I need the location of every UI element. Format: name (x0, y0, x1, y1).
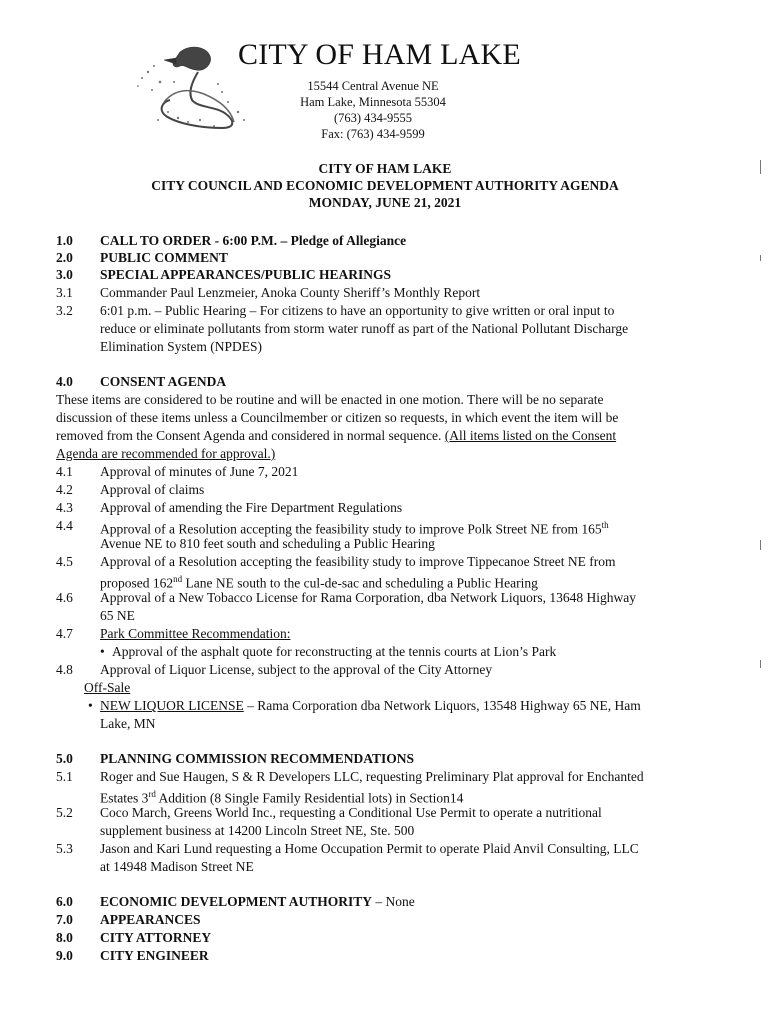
item-number: 1.0 (56, 233, 73, 248)
item-enchanted-estates: Estates 3rd Addition (8 Single Family Residential lots) in Section14 (100, 789, 464, 806)
city-title: CITY OF HAM LAKE (238, 38, 521, 71)
consent-paragraph-line: Agenda are recommended for approval.) (56, 446, 276, 461)
item-public-hearing-line: reduce or eliminate pollutants from storm water runoff as part of the National Pollutant Discharge (100, 321, 629, 336)
item-number: 4.3 (56, 500, 73, 515)
item-special-appearances: SPECIAL APPEARANCES/PUBLIC HEARINGS (100, 267, 392, 282)
item-public-hearing-line: 6:01 p.m. – Public Hearing – For citizens to have an opportunity to give written or oral input to (100, 303, 615, 318)
heading-agenda: CITY COUNCIL AND ECONOMIC DEVELOPMENT AUTHORITY AGENDA (151, 178, 619, 193)
item-number: 5.1 (56, 769, 73, 784)
item-number: 4.2 (56, 482, 73, 497)
item-liquor-license: Approval of Liquor License, subject to the approval of the City Attorney (100, 662, 493, 677)
item-number: 4.6 (56, 590, 73, 605)
item-number: 4.5 (56, 554, 73, 569)
item-eda: ECONOMIC DEVELOPMENT AUTHORITY – None (100, 894, 415, 909)
item-number: 2.0 (56, 250, 73, 265)
item-minutes: Approval of minutes of June 7, 2021 (100, 464, 299, 479)
item-number: 4.8 (56, 662, 73, 677)
item-call-to-order: CALL TO ORDER - 6:00 P.M. – Pledge of Allegiance (100, 233, 407, 248)
item-number: 5.2 (56, 805, 73, 820)
item-greens-world: supplement business at 14200 Lincoln Street NE, Ste. 500 (100, 823, 415, 838)
item-enchanted-estates: Roger and Sue Haugen, S & R Developers LLC, requesting Preliminary Plat approval for Enchanted (100, 769, 644, 784)
item-appearances: APPEARANCES (100, 912, 201, 927)
item-new-liquor-license: Lake, MN (100, 716, 156, 731)
item-number: 3.2 (56, 303, 73, 318)
item-tobacco-license: 65 NE (100, 608, 135, 623)
section-consent-agenda: CONSENT AGENDA (100, 374, 227, 389)
heading-date: MONDAY, JUNE 21, 2021 (308, 195, 462, 210)
item-off-sale: Off-Sale (84, 680, 131, 695)
consent-paragraph-line: removed from the Consent Agenda and considered in normal sequence. (All items listed on the Consent (56, 428, 617, 443)
bullet-icon: • (88, 698, 93, 713)
address-city: Ham Lake, Minnesota 55304 (300, 95, 446, 109)
item-sheriff-report: Commander Paul Lenzmeier, Anoka County Sheriff’s Monthly Report (100, 285, 481, 300)
item-claims: Approval of claims (100, 482, 205, 497)
section-number: 4.0 (56, 374, 73, 389)
item-new-liquor-license: NEW LIQUOR LICENSE – Rama Corporation dba Network Liquors, 13548 Highway 65 NE, Ham (100, 698, 641, 713)
item-tippecanoe-street: proposed 162nd Lane NE south to the cul-de-sac and scheduling a Public Hearing (100, 574, 538, 591)
item-polk-street: Approval of a Resolution accepting the feasibility study to improve Polk Street NE from 165th (100, 520, 609, 537)
item-greens-world: Coco March, Greens World Inc., requesting a Conditional Use Permit to operate a nutritional (100, 805, 602, 820)
bullet-icon: • (100, 644, 105, 659)
item-city-attorney: CITY ATTORNEY (100, 930, 212, 945)
item-number: 3.1 (56, 285, 73, 300)
item-number: 3.0 (56, 267, 73, 282)
item-number: 4.7 (56, 626, 73, 641)
scan-mark (760, 160, 761, 174)
item-number: 7.0 (56, 912, 73, 927)
heading-city: CITY OF HAM LAKE (318, 161, 452, 176)
item-plaid-anvil: Jason and Kari Lund requesting a Home Occupation Permit to operate Plaid Anvil Consulting, LLC (100, 841, 639, 856)
item-number: 6.0 (56, 894, 73, 909)
item-plaid-anvil: at 14948 Madison Street NE (100, 859, 254, 874)
item-tobacco-license: Approval of a New Tobacco License for Rama Corporation, dba Network Liquors, 13648 Highway (100, 590, 637, 605)
item-fire-regulations: Approval of amending the Fire Department Regulations (100, 500, 403, 515)
item-number: 4.1 (56, 464, 73, 479)
item-number: 5.3 (56, 841, 73, 856)
item-number: 9.0 (56, 948, 73, 963)
item-asphalt-quote: Approval of the asphalt quote for reconstructing at the tennis courts at Lion’s Park (112, 644, 557, 659)
item-park-committee: Park Committee Recommendation: (100, 626, 291, 641)
phone-number: (763) 434-9555 (333, 111, 413, 125)
scan-mark (760, 255, 761, 261)
item-city-engineer: CITY ENGINEER (100, 948, 209, 963)
item-tippecanoe-street: Approval of a Resolution accepting the feasibility study to improve Tippecanoe Street NE from (100, 554, 616, 569)
consent-paragraph-line: These items are considered to be routine and will be enacted in one motion. There will be no separate (56, 392, 604, 407)
item-public-hearing-line: Elimination System (NPDES) (100, 339, 262, 354)
consent-paragraph-line: discussion of these items unless a Councilmember or citizen so requests, in which event the item will be (56, 410, 619, 425)
item-number: 8.0 (56, 930, 73, 945)
section-planning-commission: PLANNING COMMISSION RECOMMENDATIONS (100, 751, 415, 766)
item-number: 4.4 (56, 518, 73, 533)
scan-mark (760, 660, 761, 668)
item-public-comment: PUBLIC COMMENT (100, 250, 228, 265)
address-street: 15544 Central Avenue NE (307, 79, 439, 93)
section-number: 5.0 (56, 751, 73, 766)
fax-number: Fax: (763) 434-9599 (321, 127, 425, 141)
item-polk-street: Avenue NE to 810 feet south and scheduling a Public Hearing (100, 536, 435, 551)
scan-mark (760, 540, 761, 550)
